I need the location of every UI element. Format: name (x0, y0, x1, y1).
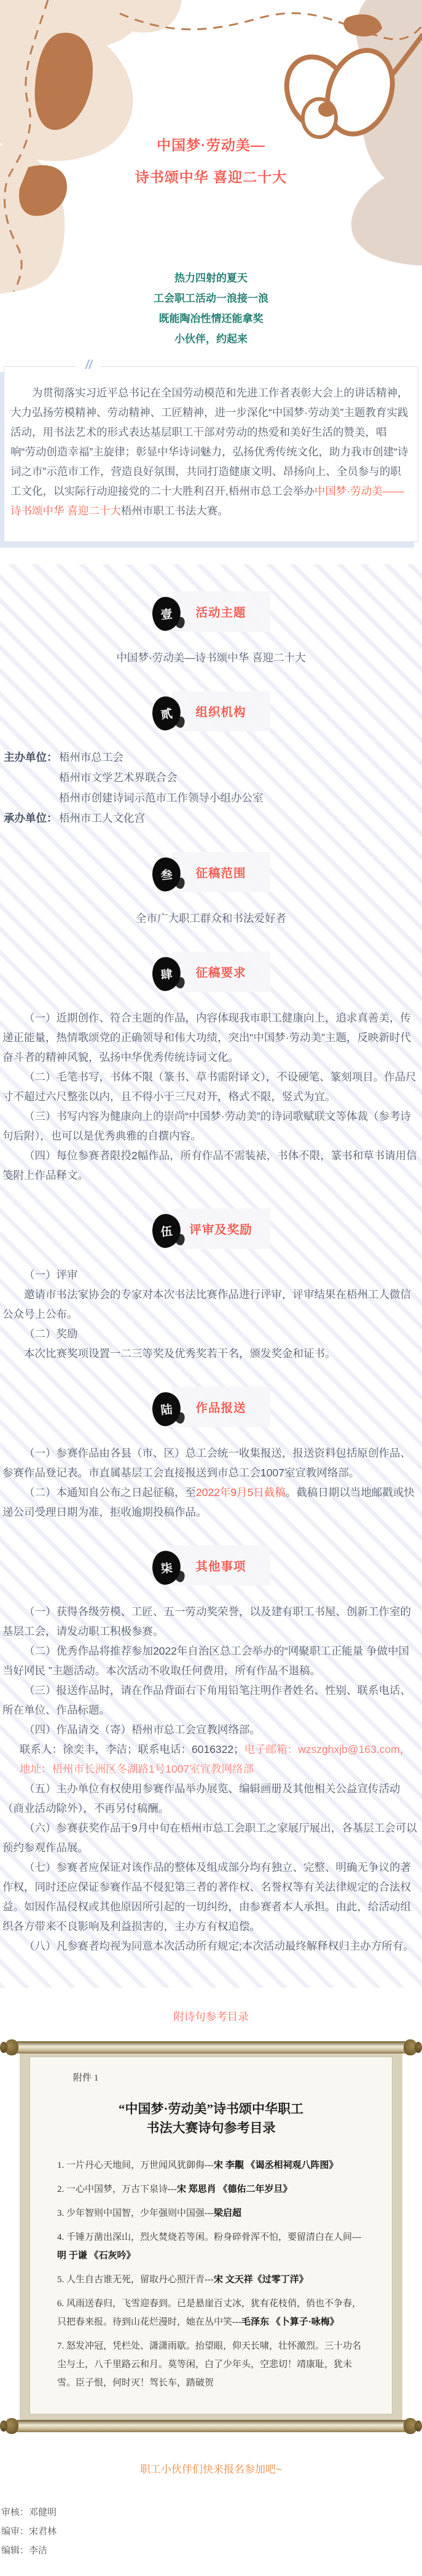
award-subheading: （二）奖励 (24, 1328, 78, 1340)
section-label: 评审及奖励 (172, 1208, 270, 1249)
organizer-label: 承办单位： (4, 812, 58, 824)
ink-blob-number-icon: 壹 (150, 595, 182, 632)
banner (0, 0, 422, 258)
slogan-line: 热力四射的夏天 (174, 272, 248, 284)
scroll-rod-bottom (15, 2420, 407, 2432)
section-body-scope (0, 908, 422, 928)
section-label: 作品报送 (172, 1387, 270, 1427)
section-body-review (0, 1265, 422, 1363)
scroll-knob-icon (404, 2039, 417, 2055)
poem-text: 2. 一心中国梦，万古下泉诗--- (57, 2184, 177, 2194)
call-to-action: 职工小伙伴们快来报名参加吧~ (140, 2464, 282, 2475)
flower-center (318, 102, 335, 117)
deadline-post-text: 。截稿日期以当地邮戳或快递公司受理日期为准，拒收逾期投稿作品。 (2, 1486, 415, 1518)
theme-text: 中国梦·劳动美—诗书颂中华 喜迎二十大 (116, 652, 306, 664)
poem-text: 7. 怒发冲冠，凭栏处、潇潇雨歇。抬望眼，仰天长啸，壮怀激烈。三十功名尘与土，八千里路云和月。莫等闲，白了少年头，空悲切！靖康耻，犹未雪。臣子恨，何时灭！驾长车，踏破贺 (57, 2341, 362, 2388)
slogan-line: 小伙伴，约起来 (174, 333, 248, 345)
award-paragraph: 本次比赛奖项设置一二三等奖及优秀奖若干名，颁发奖金和证书。 (24, 1347, 336, 1360)
scroll-knob-icon (5, 2418, 18, 2434)
ink-blob-number-icon: 伍 (150, 1212, 182, 1249)
intro-quote-box (4, 358, 418, 542)
banner-title-line1: 中国梦·劳动美— (157, 137, 265, 153)
poem-item (57, 2271, 365, 2289)
section-label: 活动主题 (172, 591, 270, 632)
requirement-paragraph: （四）每位参赛者限投2幅作品，所有作品不需装裱，书体不限，篆书和草书请用信笺附上作品释文。 (2, 1149, 417, 1181)
scroll-paper (20, 2049, 402, 2424)
intro-text-end: 梧州市职工书法大赛。 (120, 505, 229, 517)
credit-line-reviewer: 审核：邓健明 (1, 2507, 57, 2518)
poem-author: 梁启超 (214, 2208, 242, 2218)
ink-blob-number-icon: 贰 (150, 695, 182, 731)
section-label: 征稿范围 (172, 852, 270, 892)
ink-blob-number-icon: 叁 (150, 856, 182, 892)
section-body-others (0, 1602, 422, 1956)
poem-author: 明 于谦 《石灰吟》 (57, 2251, 136, 2261)
poem-text: 3. 少年智则中国智，少年强则中国强--- (57, 2208, 214, 2218)
host-name: 梧州市创建诗词示范市工作领导小组办公室 (59, 792, 264, 804)
poem-item (57, 2294, 365, 2331)
host-row (2, 788, 420, 808)
poem-text: 6. 风雨送春归，飞雪迎春到。已是悬崖百丈冰，犹有花枝俏，俏也不争春，只把春来报。待到山花烂漫时，她在丛中笑--- (57, 2299, 362, 2327)
section-header-review (0, 1208, 422, 1249)
intro-paragraph (10, 383, 412, 521)
host-row (2, 747, 420, 768)
host-name: 梧州市文学艺术界联合会 (59, 771, 178, 784)
poem-text: 4. 千锤万凿出深山，烈火焚烧若等闲。粉身碎骨浑不怕，要留清白在人间--- (57, 2232, 361, 2242)
requirement-paragraph: （三）书写内容为健康向上的崇尚“中国梦·劳动美”的诗词歌赋联文等体裁（参考诗句后附），也可以是优秀典雅的自撰内容。 (2, 1110, 411, 1142)
host-label: 主办单位： (4, 751, 58, 763)
submission-deadline-paragraph (2, 1483, 420, 1522)
poem-text: 1. 一片丹心天地间，万世闻风犹御侮--- (57, 2160, 214, 2170)
scroll-title-line1: “中国梦·劳动美”诗书颂中华职工 (118, 2101, 303, 2116)
deadline-date: 2022年9月5日截稿 (196, 1486, 286, 1499)
submission-paragraph: （一）参赛作品由各县（市、区）总工会统一收集报送，报送资料包括原创作品、参赛作品登记表。市直属基层工会直接报送到市总工会1007室宣教网络部。 (2, 1447, 411, 1479)
section-label: 征稿要求 (172, 951, 270, 992)
credits-block (0, 2503, 422, 2576)
section-label: 其他事项 (172, 1545, 270, 1586)
poem-author: 毛泽东 《卜算子·咏梅》 (241, 2317, 339, 2327)
section-header-requirements (0, 951, 422, 992)
banner-titles (0, 136, 422, 186)
review-paragraph: 邀请市书法家协会的专家对本次书法比赛作品进行评审，评审结果在梧州工人微信公众号上公布。 (2, 1288, 411, 1320)
section-header-others (0, 1545, 422, 1586)
section-header-theme (0, 591, 422, 632)
section-header-scope (0, 852, 422, 892)
section-header-submission (0, 1387, 422, 1427)
contact-names: 联系人：徐奕丰，李洁；联系电话：6016322； (20, 1743, 244, 1755)
slogan-line: 工会职工活动一浪接一浪 (154, 293, 268, 304)
other-paragraph: （四）作品请交（寄）梧州市总工会宣教网络部。 (24, 1723, 260, 1736)
ink-blob-number-icon: 柒 (150, 1549, 182, 1586)
intro-highlight: 中国梦·劳动美——诗书颂中华 喜迎二十大 (10, 485, 404, 517)
organizer-row (2, 808, 420, 829)
credit-line-editor-reviewer: 编审：宋君林 (1, 2526, 57, 2537)
poem-author: 宋 文天祥《过零丁洋》 (214, 2275, 308, 2285)
other-paragraph: （一）获得各级劳模、工匠、五一劳动奖荣誉，以及建有职工书屋、创新工作室的基层工会，请发动职工积极参赛。 (2, 1605, 411, 1637)
poem-list (57, 2156, 365, 2392)
poem-item (57, 2228, 365, 2265)
scroll-attachment-image (0, 2041, 422, 2432)
other-paragraph: （三）报送作品时，请在作品背面右下角用铅笔注明作者姓名、性别、联系电话、所在单位、作品标题。 (2, 1684, 411, 1716)
other-paragraph: （五）主办单位有权使用参赛作品举办展览、编辑画册及其他相关公益宣传活动（商业活动除外），不再另付稿酬。 (2, 1782, 401, 1814)
poem-text: 5. 人生自古谁无死，留取丹心照汗青--- (57, 2275, 214, 2285)
section-body-theme (0, 648, 422, 668)
scope-text: 全市广大职工群众和书法爱好者 (136, 912, 286, 924)
slogan-line: 既能陶冶性情还能拿奖 (158, 313, 264, 325)
striped-content-area (0, 564, 422, 1988)
deadline-pre-text: （二）本通知自公布之日起征稿，至 (24, 1486, 196, 1499)
scroll-title-line2: 书法大赛诗句参考目录 (146, 2121, 276, 2135)
attachment-label: 附件 1 (73, 2073, 99, 2083)
section-label: 组织机构 (172, 691, 270, 731)
contact-line (2, 1739, 420, 1779)
section-body-requirements (0, 1008, 422, 1185)
other-paragraph: （七）参赛者应保证对该作品的整体及组成部分均有独立、完整、明确无争议的著作权，同时还应保证参赛作品不侵犯第三者的著作权、名誉权等有关法律规定的合法权益。如因作品侵权或其他原因所引起的一切纠纷，由参赛者本人承担。由此，给活动组织各方带来不良影响及利益损害的，主办方有权追偿。 (2, 1861, 411, 1932)
scroll-rod-top (15, 2041, 407, 2054)
other-paragraph: （二）优秀作品将推荐参加2022年自治区总工会举办的“网聚职工正能量 争做中国当好网民 ”主题活动。本次活动不收取任何费用，所有作品不退稿。 (2, 1645, 410, 1677)
quote-slashes-icon: // (77, 358, 101, 372)
appendix-note: 附诗句参考目录 (173, 2011, 249, 2023)
section-body-submission (0, 1443, 422, 1522)
poem-item (57, 2204, 365, 2223)
section-body-organization (0, 747, 422, 829)
ink-blob-number-icon: 肆 (150, 955, 182, 992)
organizer-name: 梧州市工人文化宫 (59, 812, 145, 824)
review-subheading: （一）评审 (24, 1269, 78, 1281)
credit-line-editor: 编辑：李洁 (1, 2545, 48, 2556)
ink-blob-number-icon: 陆 (150, 1390, 182, 1427)
intro-text: 为贯彻落实习近平总书记在全国劳动模范和先进工作者表彰大会上的讲话精神，大力弘扬劳模精神、劳动精神、工匠精神，进一步深化“中国梦·劳动美”主题教育实践活动，用书法艺术的形式表达基层职工干部对劳动的热爱和美好生活的赞美，唱响“劳动创造幸福”主旋律；彰显中华诗词魅力，弘扬优秀传统文化，助力我市创建“诗词之市”示范市工作，营造良好氛围，共同打造健康文明、昂扬向上、全员参与的职工文化，以实际行动迎接党的二十大胜利召开,梧州市总工会举办 (10, 387, 408, 497)
scroll-page (29, 2057, 393, 2414)
host-name: 梧州市总工会 (59, 751, 123, 763)
scroll-knob-icon (404, 2418, 417, 2434)
poem-item (57, 2337, 365, 2392)
poem-item (57, 2180, 365, 2199)
other-paragraph: （八）凡参赛者均视为同意本次活动所有规定;本次活动最终解释权归主办方所有。 (24, 1940, 414, 1952)
poem-item (57, 2156, 365, 2175)
section-header-organization (0, 691, 422, 731)
poem-author: 宋 郑思肖 《德佑二年岁旦》 (177, 2184, 292, 2194)
requirement-paragraph: （二）毛笔书写，书体不限（篆书、草书需附译文），不设硬笔、篆刻项目。作品尺寸不超过六尺整张以内，且不得小于三尺对开，格式不限，竖式为宜。 (2, 1071, 416, 1103)
contact-email-address: 电子邮箱：wzszghxjb@163.com，地址：梧州市长洲区冬湖路1号1007室宣教网络部 (20, 1743, 411, 1775)
poem-author: 宋 李覯 《谒丞相祠观八阵图》 (214, 2160, 338, 2170)
host-row (2, 768, 420, 788)
scroll-knob-icon (5, 2039, 18, 2055)
banner-title-line2: 诗书颂中华 喜迎二十大 (135, 169, 287, 185)
requirement-paragraph: （一）近期创作、符合主题的作品，内容体现我市职工健康向上，追求真善美，传递正能量，热情歌颂党的正确领导和伟大功绩，突出“中国梦·劳动美”主题，反映新时代奋斗者的精神风貌，弘扬中华优秀传统诗词文化。 (2, 1012, 411, 1063)
other-paragraph: （六）参赛获奖作品于9月中旬在梧州市总工会职工之家展厅展出，各基层工会可以预约参观作品展。 (2, 1822, 417, 1854)
